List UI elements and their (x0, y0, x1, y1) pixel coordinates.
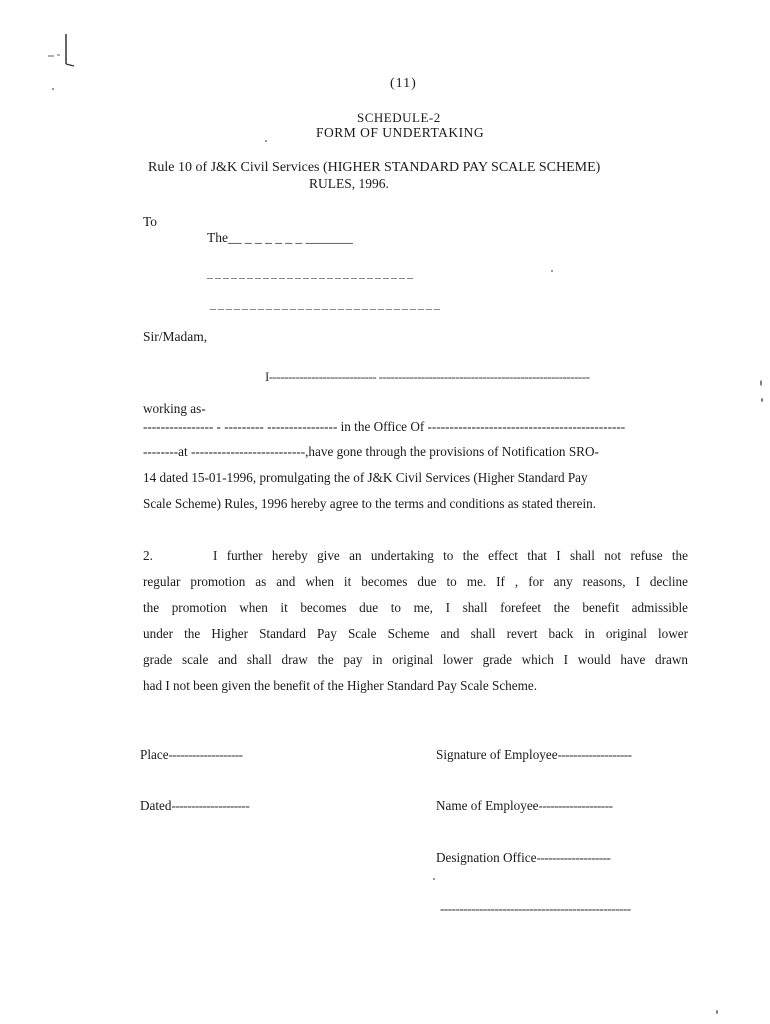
address-line-2-field[interactable]: _ _ _ _ _ _ _ _ _ _ _ _ _ _ _ _ _ _ _ _ _ _ _ _ _ _ _ _ _ (210, 297, 440, 311)
undertaking-line-b: --------at --------------------------,have gone through the provisions of Notification SRO- (143, 444, 599, 459)
office-blank-line[interactable]: ---------------- - --------- ---------------- in the Office Of --------------------------------------------- (143, 419, 626, 434)
dated-row (140, 798, 249, 814)
address-to: To (143, 214, 158, 229)
scan-speck (761, 398, 763, 402)
place-row (140, 747, 243, 763)
undertaking-line-c: 14 dated 15-01-1996, promulgating the of J&K Civil Services (Higher Standard Pay (143, 470, 588, 485)
paragraph-line: the promotion when it becomes due to me, I shall forefeet the benefit admissible (143, 600, 688, 615)
designation-label: Designation Office (436, 850, 537, 865)
scan-speck (551, 270, 553, 272)
form-title: FORM OF UNDERTAKING (316, 125, 485, 140)
scan-speck (433, 878, 435, 880)
name-row (436, 798, 613, 814)
employee-name-label: Name of Employee (436, 798, 539, 813)
paragraph-line: regular promotion as and when it becomes due to me. If , for any reasons, I decline (143, 574, 688, 589)
paragraph-line: grade scale and shall draw the pay in original lower grade which I would have drawn (143, 652, 688, 667)
margin-mark-icon (40, 30, 80, 70)
working-as-label: working as- (143, 401, 206, 416)
paragraph-line: I further hereby give an undertaking to the effect that I shall not refuse the (213, 548, 688, 563)
employee-name-field[interactable]: ------------------- (538, 798, 613, 813)
designation-row (436, 850, 610, 866)
paragraph-line: had I not been given the benefit of the Higher Standard Pay Scale Scheme. (143, 678, 538, 693)
paragraph-number: 2. (143, 548, 153, 563)
dated-label: Dated (140, 798, 172, 813)
paragraph-line: under the Higher Standard Pay Scale Scheme and shall revert back in original lower (143, 626, 688, 641)
address-the-field[interactable]: The__ _ _ _ _ _ _ _______ (207, 230, 353, 245)
scan-speck (265, 140, 267, 142)
signature-row (436, 747, 632, 763)
scan-speck (760, 380, 762, 386)
schedule-heading: SCHEDULE-2 (357, 110, 441, 125)
place-label: Place (140, 747, 169, 762)
salutation: Sir/Madam, (143, 329, 208, 344)
address-line-1-field[interactable]: _ _ _ _ _ _ _ _ _ _ _ _ _ _ _ _ _ _ _ _ _ _ _ _ _ _ (207, 266, 413, 280)
bottom-blank-field[interactable]: ------------------------------------------------- (440, 901, 631, 916)
place-field[interactable]: ------------------- (168, 747, 243, 762)
undertaking-line-d: Scale Scheme) Rules, 1996 hereby agree to the terms and conditions as stated therein. (143, 496, 596, 511)
signature-field[interactable]: ------------------- (557, 747, 632, 762)
dated-field[interactable]: -------------------- (171, 798, 250, 813)
signature-label: Signature of Employee (436, 747, 558, 762)
page-number: (11) (390, 76, 417, 91)
designation-field[interactable]: ------------------- (536, 850, 611, 865)
paragraph-2 (143, 543, 688, 699)
scan-speck (716, 1010, 718, 1014)
rule-reference: Rule 10 of J&K Civil Services (HIGHER STANDARD PAY SCALE SCHEME) (148, 160, 601, 175)
paragraph-2-first-line (143, 543, 688, 569)
rule-year: RULES, 1996. (309, 176, 389, 191)
employee-name-blank[interactable]: I---------------------------- ------------------------------------------------------- (265, 369, 590, 384)
scan-speck (52, 88, 54, 90)
